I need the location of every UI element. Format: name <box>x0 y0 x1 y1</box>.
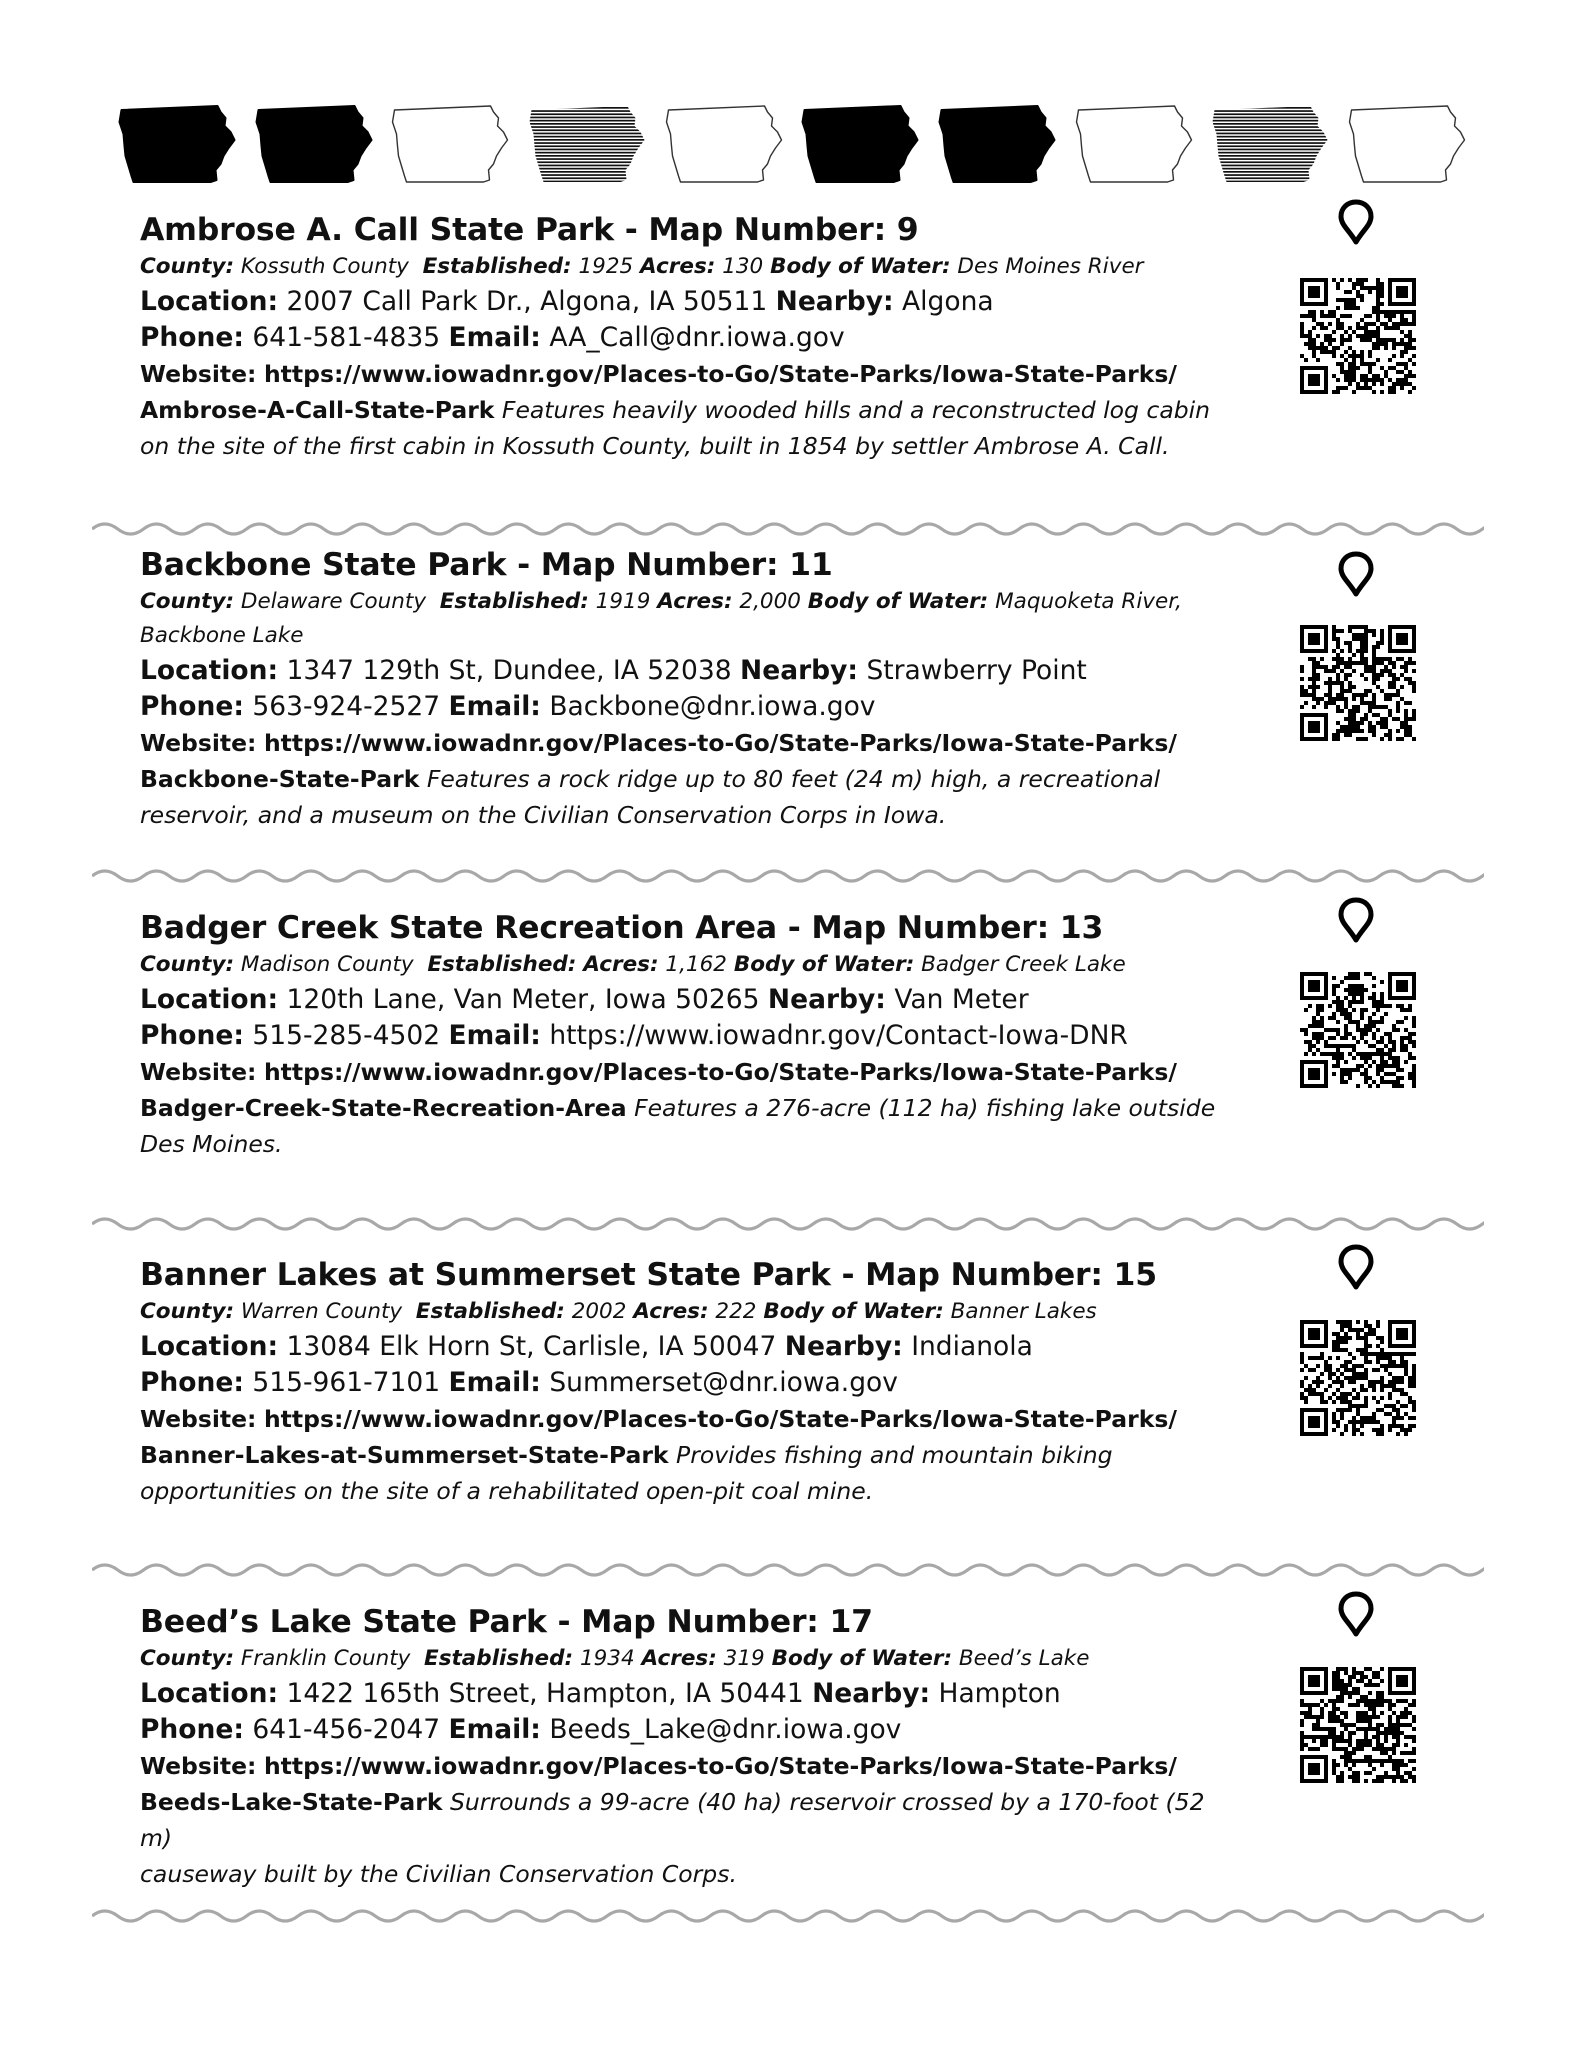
map-pin-icon <box>1336 1590 1376 1638</box>
website-url[interactable]: https://www.iowadnr.gov/Places-to-Go/State-Parks/Iowa-State-Parks/ <box>263 1058 1177 1086</box>
website-url-continued[interactable]: Beeds-Lake-State-Park <box>140 1788 443 1816</box>
description <box>140 392 1230 464</box>
location-value: 1422 165th Street, Hampton, IA 50441 <box>286 1678 804 1709</box>
acres-value: 319 <box>723 1646 765 1671</box>
park-meta <box>140 1295 1230 1329</box>
iowa-striped-icon <box>525 100 650 186</box>
wave-divider <box>92 1212 1484 1232</box>
website-url-continued[interactable]: Badger-Creek-State-Recreation-Area <box>140 1094 627 1122</box>
location-label: Location: <box>140 655 279 686</box>
website-line <box>140 1748 1230 1784</box>
website-label: Website: <box>140 1405 257 1433</box>
iowa-striped-icon <box>1208 100 1333 186</box>
water-value-continued: Backbone Lake <box>140 623 304 648</box>
location-line <box>140 1329 1230 1365</box>
acres-value: 2,000 <box>739 589 801 614</box>
location-line <box>140 284 1230 320</box>
website-url[interactable]: https://www.iowadnr.gov/Places-to-Go/State-Parks/Iowa-State-Parks/ <box>263 360 1177 388</box>
email-label: Email: <box>448 1020 541 1051</box>
acres-label: Acres: <box>641 1646 717 1671</box>
county-label: County: <box>140 589 235 614</box>
established-label: Established: <box>427 952 577 977</box>
contact-line <box>140 320 1230 356</box>
county-label: County: <box>140 1299 235 1324</box>
iowa-solid-icon <box>252 100 377 186</box>
email-label: Email: <box>448 1714 541 1745</box>
location-line <box>140 653 1230 689</box>
description-text-continued: Des Moines. <box>140 1130 283 1158</box>
description <box>140 1090 1230 1162</box>
qr-code-icon[interactable] <box>1300 972 1416 1088</box>
location-value: 1347 129th St, Dundee, IA 52038 <box>286 655 732 686</box>
qr-code-icon[interactable] <box>1300 1320 1416 1436</box>
park-entry <box>140 1255 1230 1509</box>
location-label: Location: <box>140 984 279 1015</box>
phone-value[interactable]: 515-961-7101 <box>252 1367 441 1398</box>
qr-code-icon[interactable] <box>1300 278 1416 394</box>
location-line <box>140 982 1230 1018</box>
website-url[interactable]: https://www.iowadnr.gov/Places-to-Go/State-Parks/Iowa-State-Parks/ <box>263 1752 1177 1780</box>
established-label: Established: <box>439 589 589 614</box>
description-text: Provides fishing and mountain biking <box>676 1441 1113 1469</box>
location-label: Location: <box>140 1331 279 1362</box>
established-value: 2002 <box>571 1299 627 1324</box>
phone-value[interactable]: 515-285-4502 <box>252 1020 441 1051</box>
established-label: Established: <box>422 254 572 279</box>
county-label: County: <box>140 1646 235 1671</box>
acres-value: 130 <box>722 254 764 279</box>
iowa-outline-icon <box>662 100 787 186</box>
established-value: 1925 <box>578 254 634 279</box>
map-pin-icon <box>1336 550 1376 598</box>
water-value: Des Moines River <box>957 254 1144 279</box>
phone-label: Phone: <box>140 1367 244 1398</box>
location-value: 2007 Call Park Dr., Algona, IA 50511 <box>286 286 768 317</box>
nearby-value: Indianola <box>911 1331 1033 1362</box>
website-label: Website: <box>140 729 257 757</box>
email-link[interactable]: https://www.iowadnr.gov/Contact-Iowa-DNR <box>549 1020 1128 1051</box>
acres-value: 222 <box>715 1299 757 1324</box>
location-label: Location: <box>140 1678 279 1709</box>
park-meta <box>140 948 1230 982</box>
nearby-label: Nearby: <box>775 286 894 317</box>
iowa-outline-icon <box>1072 100 1197 186</box>
email-label: Email: <box>448 322 541 353</box>
iowa-solid-icon <box>115 100 240 186</box>
iowa-solid-icon <box>798 100 923 186</box>
website-label: Website: <box>140 360 257 388</box>
location-value: 120th Lane, Van Meter, Iowa 50265 <box>286 984 760 1015</box>
nearby-value: Hampton <box>938 1678 1061 1709</box>
iowa-outline-icon <box>1345 100 1470 186</box>
acres-value: 1,162 <box>665 952 727 977</box>
water-value: Banner Lakes <box>950 1299 1097 1324</box>
location-value: 13084 Elk Horn St, Carlisle, IA 50047 <box>286 1331 777 1362</box>
website-line <box>140 1401 1230 1437</box>
established-value: 1919 <box>595 589 651 614</box>
map-pin-icon <box>1336 896 1376 944</box>
description-text-continued: on the site of the first cabin in Kossuth County, built in 1854 by settler Ambrose A. Call. <box>140 432 1170 460</box>
iowa-solid-icon <box>935 100 1060 186</box>
website-url-continued[interactable]: Ambrose-A-Call-State-Park <box>140 396 495 424</box>
phone-label: Phone: <box>140 1020 244 1051</box>
water-value: Maquoketa River, <box>995 589 1182 614</box>
website-line <box>140 725 1230 761</box>
contact-line <box>140 1018 1230 1054</box>
park-title: Badger Creek State Recreation Area - Map Number: 13 <box>140 910 1104 946</box>
acres-label: Acres: <box>633 1299 709 1324</box>
established-label: Established: <box>415 1299 565 1324</box>
acres-label: Acres: <box>640 254 716 279</box>
nearby-value: Van Meter <box>894 984 1029 1015</box>
phone-value[interactable]: 641-456-2047 <box>252 1714 441 1745</box>
description-text-continued: causeway built by the Civilian Conservation Corps. <box>140 1860 737 1888</box>
email-link[interactable]: Backbone@dnr.iowa.gov <box>549 691 876 722</box>
contact-line <box>140 1365 1230 1401</box>
iowa-icon-strip <box>115 100 1470 190</box>
water-value: Badger Creek Lake <box>921 952 1126 977</box>
acres-label: Acres: <box>657 589 733 614</box>
park-title: Ambrose A. Call State Park - Map Number: 9 <box>140 212 919 248</box>
location-label: Location: <box>140 286 279 317</box>
email-link[interactable]: AA_Call@dnr.iowa.gov <box>549 322 845 353</box>
park-entry <box>140 545 1230 833</box>
email-label: Email: <box>448 1367 541 1398</box>
email-link[interactable]: Summerset@dnr.iowa.gov <box>549 1367 898 1398</box>
water-label: Body of Water: <box>770 254 951 279</box>
iowa-outline-icon <box>388 100 513 186</box>
website-url[interactable]: https://www.iowadnr.gov/Places-to-Go/State-Parks/Iowa-State-Parks/ <box>263 1405 1177 1433</box>
established-value: 1934 <box>579 1646 635 1671</box>
park-entry <box>140 1602 1230 1892</box>
nearby-label: Nearby: <box>740 655 858 686</box>
website-url[interactable]: https://www.iowadnr.gov/Places-to-Go/State-Parks/Iowa-State-Parks/ <box>263 729 1177 757</box>
phone-value[interactable]: 641-581-4835 <box>252 322 441 353</box>
park-title: Backbone State Park - Map Number: 11 <box>140 547 833 583</box>
park-title: Banner Lakes at Summerset State Park - Map Number: 15 <box>140 1257 1157 1293</box>
description <box>140 1437 1230 1509</box>
qr-code-icon[interactable] <box>1300 625 1416 741</box>
water-value: Beed’s Lake <box>958 1646 1090 1671</box>
description <box>140 1784 1230 1892</box>
description-text: Features a rock ridge up to 80 feet (24 m) high, a recreational <box>426 765 1161 793</box>
park-title: Beed’s Lake State Park - Map Number: 17 <box>140 1604 873 1640</box>
website-label: Website: <box>140 1752 257 1780</box>
description-text-continued: opportunities on the site of a rehabilitated open-pit coal mine. <box>140 1477 874 1505</box>
park-meta <box>140 585 1230 653</box>
map-pin-icon <box>1336 1243 1376 1291</box>
nearby-value: Algona <box>902 286 994 317</box>
park-meta <box>140 1642 1230 1676</box>
water-label: Body of Water: <box>771 1646 953 1671</box>
wave-divider <box>92 864 1484 884</box>
nearby-label: Nearby: <box>812 1678 931 1709</box>
phone-label: Phone: <box>140 322 244 353</box>
park-entry <box>140 908 1230 1162</box>
county-label: County: <box>140 952 235 977</box>
wave-divider <box>92 517 1484 537</box>
email-label: Email: <box>448 691 541 722</box>
phone-label: Phone: <box>140 1714 244 1745</box>
description-text-continued: reservoir, and a museum on the Civilian Conservation Corps in Iowa. <box>140 801 947 829</box>
nearby-label: Nearby: <box>767 984 886 1015</box>
description-text: Features a 276-acre (112 ha) fishing lake outside <box>634 1094 1216 1122</box>
park-entry <box>140 210 1230 464</box>
website-line <box>140 356 1230 392</box>
website-line <box>140 1054 1230 1090</box>
website-label: Website: <box>140 1058 257 1086</box>
description-text: Surrounds a 99-acre (40 ha) reservoir crossed by a 170-foot (52 m) <box>140 1788 1205 1852</box>
county-value: Warren County <box>240 1299 403 1324</box>
county-label: County: <box>140 254 235 279</box>
wave-divider <box>92 1558 1484 1578</box>
website-url-continued[interactable]: Backbone-State-Park <box>140 765 420 793</box>
phone-label: Phone: <box>140 691 244 722</box>
website-url-continued[interactable]: Banner-Lakes-at-Summerset-State-Park <box>140 1441 669 1469</box>
location-line <box>140 1676 1230 1712</box>
phone-value[interactable]: 563-924-2527 <box>252 691 441 722</box>
description <box>140 761 1230 833</box>
water-label: Body of Water: <box>733 952 915 977</box>
nearby-value: Strawberry Point <box>866 655 1087 686</box>
park-meta <box>140 250 1230 284</box>
county-value: Franklin County <box>240 1646 411 1671</box>
county-value: Madison County <box>240 952 414 977</box>
description-text: Features heavily wooded hills and a reconstructed log cabin <box>501 396 1211 424</box>
qr-code-icon[interactable] <box>1300 1667 1416 1783</box>
wave-divider <box>92 1904 1484 1924</box>
established-label: Established: <box>424 1646 574 1671</box>
contact-line <box>140 1712 1230 1748</box>
nearby-label: Nearby: <box>784 1331 903 1362</box>
water-label: Body of Water: <box>807 589 989 614</box>
email-link[interactable]: Beeds_Lake@dnr.iowa.gov <box>549 1714 902 1745</box>
acres-label: Acres: <box>583 952 659 977</box>
map-pin-icon <box>1336 198 1376 246</box>
contact-line <box>140 689 1230 725</box>
county-value: Delaware County <box>240 589 427 614</box>
county-value: Kossuth County <box>240 254 409 279</box>
water-label: Body of Water: <box>763 1299 944 1324</box>
